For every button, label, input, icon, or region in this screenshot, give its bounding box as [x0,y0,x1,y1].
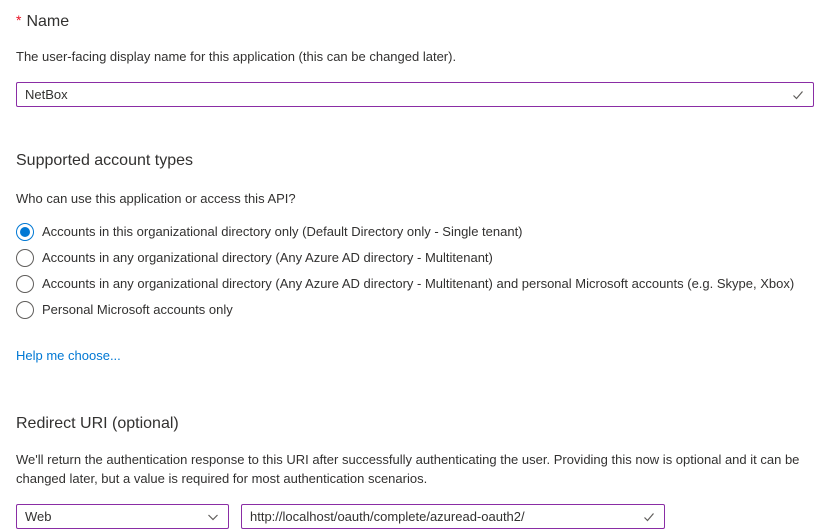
name-input[interactable] [16,82,814,107]
name-field-label [16,10,813,32]
redirect-uri-input-container [241,504,665,529]
redirect-uri-input[interactable] [241,504,665,529]
option-label: Accounts in this organizational directory only (Default Directory only - Single tenant) [42,224,523,239]
name-label: Name [26,13,70,30]
option-label: Accounts in any organizational directory (Any Azure AD directory - Multitenant) and personal Microsoft accounts (e.g. Skype, Xbox) [42,276,795,291]
radio-button[interactable] [16,249,34,267]
option-label: Accounts in any organizational directory (Any Azure AD directory - Multitenant) [42,250,493,265]
platform-select[interactable] [16,504,229,529]
name-description: The user-facing display name for this application (this can be changed later). [16,49,457,64]
platform-selected-value: Web [25,509,52,524]
name-section [16,10,813,107]
account-types-question: Who can use this application or access this API? [16,191,296,206]
platform-select-container [16,504,229,529]
radio-button[interactable] [16,223,34,241]
redirect-uri-controls [16,504,813,529]
radio-button[interactable] [16,301,34,319]
redirect-uri-section [16,413,813,529]
account-type-option-multitenant[interactable] [16,245,813,271]
account-type-option-single-tenant[interactable] [16,219,813,245]
redirect-uri-heading: Redirect URI (optional) [16,415,179,432]
option-label: Personal Microsoft accounts only [42,302,233,317]
account-type-option-personal-only[interactable] [16,297,813,323]
name-input-container [16,82,814,107]
help-me-choose-link[interactable]: Help me choose... [16,348,121,363]
supported-account-types-heading: Supported account types [16,152,194,169]
required-asterisk: * [16,12,22,28]
redirect-uri-description: We'll return the authentication response to this URI after successfully authenticating the user. Providing this now is optional and it can be changed later, but a value is required for most authentication scenarios. [16,452,800,486]
radio-button[interactable] [16,275,34,293]
supported-account-types-section [16,150,813,365]
account-type-option-multitenant-personal[interactable] [16,271,813,297]
account-type-options [16,219,813,323]
